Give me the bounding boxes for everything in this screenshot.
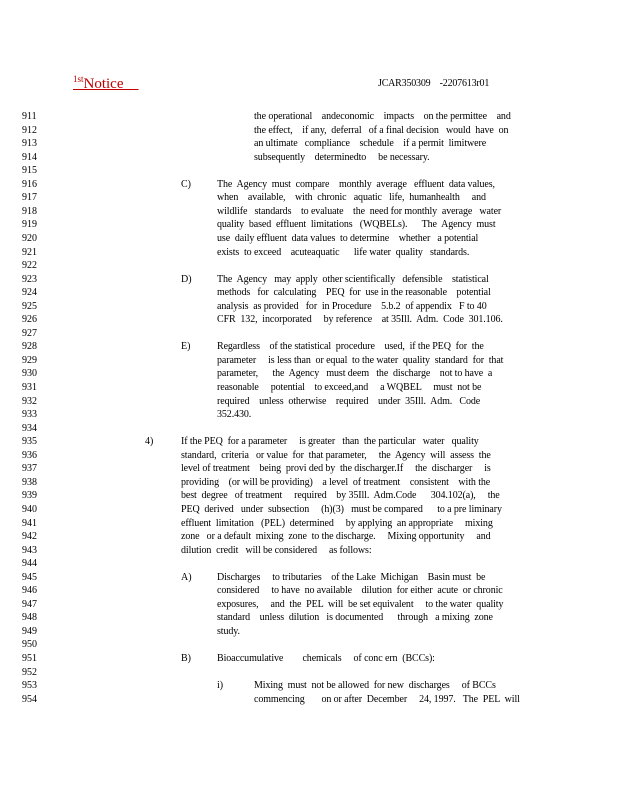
line-number: 911 [22,111,37,122]
line-number: 927 [22,327,37,339]
line-number: 934 [22,422,37,434]
text-line: Discharges to tributaries of the Lake Michigan Basin must be [217,571,486,583]
section-label: A) [181,571,192,583]
section-label: C) [181,178,191,190]
line-number: 953 [22,680,37,692]
text-line: subsequently determinedto be necessary. [254,151,430,163]
line-number: 942 [22,531,37,543]
text-line: exists to exceed acuteaquatic life water quality standards. [217,246,470,258]
text-line: best degree of treatment required by 35Ill. Adm.Code 304.102(a), the [181,490,500,502]
text-line: required unless otherwise required under 35Ill. Adm. Code [217,395,481,407]
text-line: Bioaccumulative chemicals of conc ern (BCCs): [217,653,435,664]
text-line: Regardless of the statistical procedure used, if the PEQ for the [217,341,484,353]
text-line: an ultimate compliance schedule if a permit limitwere [254,138,487,150]
line-number: 925 [22,300,37,312]
section-label: 4) [145,436,154,448]
line-number: 912 [22,124,37,136]
jcar-code: JCAR350309 -2207613r01 [378,78,490,89]
text-line: 352.430. [217,409,252,421]
line-number: 915 [22,165,37,177]
line-number: 943 [22,544,37,556]
notice-word: Notice [83,76,124,92]
line-number: 921 [22,246,37,258]
line-number: 936 [22,449,37,461]
text-line: considered to have no available dilution for either acute or chronic [217,585,503,597]
line-number: 917 [22,192,37,204]
text-line: dilution credit will be considered as follows: [181,544,372,556]
line-number: 913 [22,138,37,150]
line-number: 922 [22,260,37,272]
line-number: 948 [22,612,37,624]
line-number: 919 [22,219,37,231]
text-line: effluent limitation (PEL) determined by applying an appropriate mixing [181,517,493,529]
section-label: D) [181,273,192,285]
text-line: the operational andeconomic impacts on the permittee and [254,111,511,122]
text-line: when available, with chronic aquatic life, humanhealth and [217,192,486,204]
line-number: 930 [22,368,37,380]
section-label: i) [217,680,224,692]
line-number: 952 [22,666,37,678]
text-line: the effect, if any, deferral of a final decision would have on [254,124,509,136]
line-number: 933 [22,409,37,421]
line-number: 929 [22,354,37,366]
text-line: If the PEQ for a parameter is greater than the particular water quality [181,436,479,448]
text-line: zone or a default mixing zone to the discharge. Mixing opportunity and [181,531,491,543]
text-line: exposures, and the PEL will be set equivalent to the water quality [217,598,504,610]
line-number: 951 [22,653,37,664]
line-number: 916 [22,178,37,190]
line-number: 935 [22,436,37,448]
line-number: 946 [22,585,37,597]
line-number: 949 [22,625,37,637]
line-number: 954 [22,693,37,705]
text-line: analysis as provided for in Procedure 5.b.2 of appendix F to 40 [217,300,487,312]
line-number: 928 [22,341,37,353]
notice-ordinal: 1st [73,74,84,84]
line-number: 938 [22,476,37,488]
line-number: 926 [22,314,37,326]
text-line: reasonable potential to exceed,and a WQBEL must not be [217,382,482,393]
line-number: 944 [22,558,37,570]
text-line: parameter is less than or equal to the water quality standard for that [217,354,504,366]
text-line: commencing on or after December 24, 1997. The PEL will [254,693,520,705]
line-number: 918 [22,205,37,217]
line-number: 931 [22,382,37,393]
text-line: PEQ derived under subsection (h)(3) must be compared to a pre liminary [181,503,502,515]
text-line: parameter, the Agency must deem the discharge not to have a [217,368,493,380]
text-line: methods for calculating PEQ for use in the reasonable potential [217,287,491,299]
line-number: 914 [22,151,37,163]
text-line: use daily effluent data values to determine whether a potential [217,232,479,244]
text-line: The Agency must compare monthly average effluent data values, [217,178,495,190]
section-label: B) [181,653,191,664]
text-line: standard, criteria or value for that parameter, the Agency will assess the [181,449,491,461]
text-line: providing (or will be providing) a level of treatment consistent with the [181,476,491,488]
line-number: 940 [22,503,37,515]
line-number: 920 [22,232,37,244]
line-number: 945 [22,571,37,583]
text-line: CFR 132, incorporated by reference at 35Ill. Adm. Code 301.106. [217,314,503,326]
line-number: 924 [22,287,37,299]
section-label: E) [181,341,191,353]
text-line: wildlife standards to evaluate the need for monthly average water [217,205,502,217]
line-number: 939 [22,490,37,502]
line-number: 947 [22,598,37,610]
text-line: The Agency may apply other scientifically defensible statistical [217,273,489,285]
line-number: 937 [22,463,37,475]
line-number: 950 [22,639,37,651]
line-number: 923 [22,273,37,285]
text-line: Mixing must not be allowed for new discharges of BCCs [254,680,496,692]
text-line: quality based effluent limitations (WQBELs). The Agency must [217,219,496,231]
text-line: standard unless dilution is documented through a mixing zone [217,612,493,624]
notice-header [73,74,139,93]
text-line: level of treatment being provi ded by the discharger.If the discharger is [181,463,491,475]
line-number: 932 [22,395,37,407]
line-number: 941 [22,517,37,529]
text-line: study. [217,625,240,637]
